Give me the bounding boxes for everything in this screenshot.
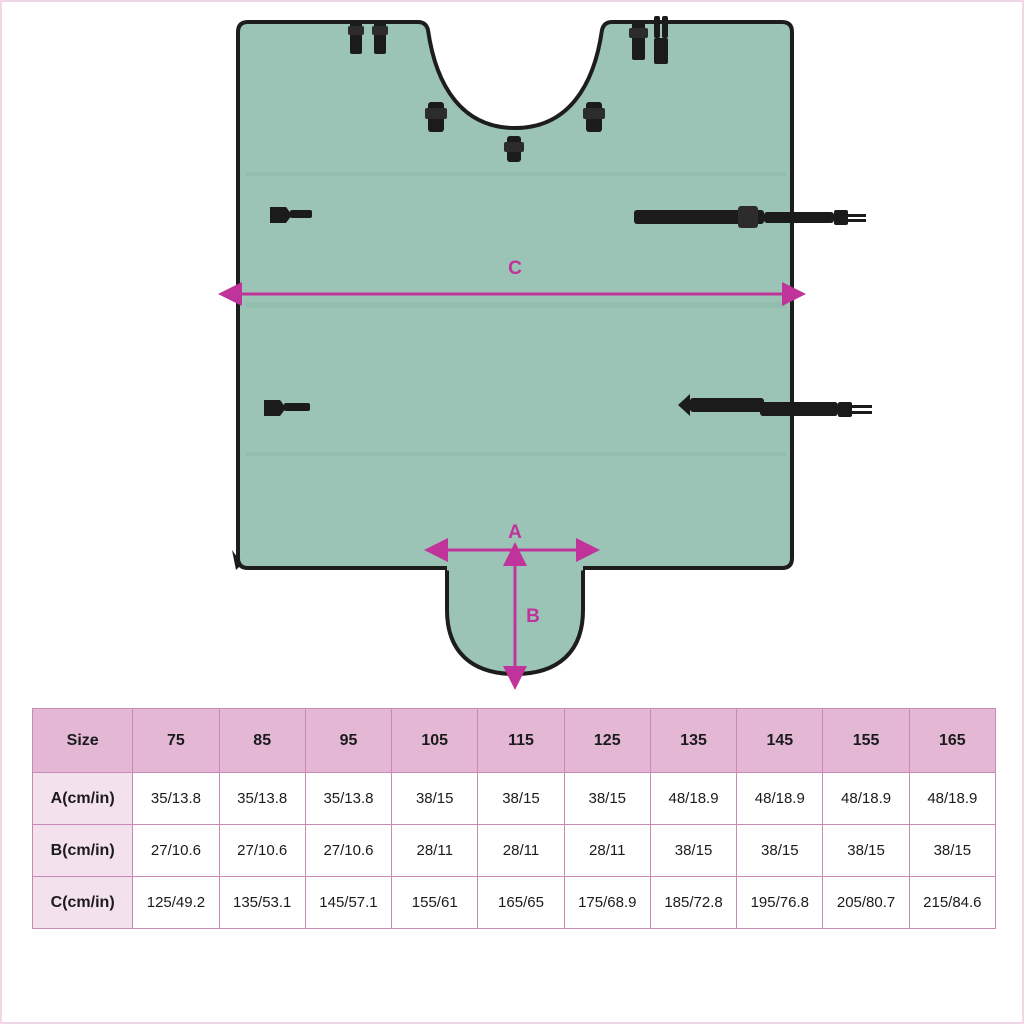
table-cell: 38/15 [478,773,564,825]
dimension-a-label: A [508,522,522,543]
table-cell: 28/11 [564,825,650,877]
table-header-cell: 145 [737,709,823,773]
row-label: B(cm/in) [33,825,133,877]
size-table [32,708,996,929]
table-row [33,877,996,929]
table-cell: 205/80.7 [823,877,909,929]
table-cell: 175/68.9 [564,877,650,929]
table-cell: 185/72.8 [650,877,736,929]
table-header-row [33,709,996,773]
table-cell: 28/11 [392,825,478,877]
table-cell: 48/18.9 [737,773,823,825]
table-cell: 38/15 [823,825,909,877]
table-cell: 135/53.1 [219,877,305,929]
table-cell: 27/10.6 [219,825,305,877]
table-cell: 48/18.9 [823,773,909,825]
table-row [33,773,996,825]
table-cell: 38/15 [909,825,995,877]
table-cell: 28/11 [478,825,564,877]
table-cell: 27/10.6 [133,825,219,877]
table-header-cell: 125 [564,709,650,773]
table-header-cell: 95 [305,709,391,773]
table-cell: 48/18.9 [650,773,736,825]
table-row [33,825,996,877]
table-cell: 35/13.8 [133,773,219,825]
table-header-cell: 75 [133,709,219,773]
row-label: A(cm/in) [33,773,133,825]
table-cell: 165/65 [478,877,564,929]
dimension-c-label: C [508,258,522,279]
table-header-cell: 165 [909,709,995,773]
clip-neckline-center [504,136,524,162]
table-header-cell: 155 [823,709,909,773]
dimension-b-label: B [526,606,540,627]
table-cell: 145/57.1 [305,877,391,929]
table-cell: 195/76.8 [737,877,823,929]
clip-neckline-left [425,102,447,132]
table-cell: 27/10.6 [305,825,391,877]
table-header-cell: 135 [650,709,736,773]
table-cell: 38/15 [392,773,478,825]
table-header-cell: Size [33,709,133,773]
table-cell: 38/15 [737,825,823,877]
table-cell: 155/61 [392,877,478,929]
clip-neckline-right [583,102,605,132]
table-cell: 38/15 [650,825,736,877]
table-header-cell: 85 [219,709,305,773]
table-cell: 125/49.2 [133,877,219,929]
table-cell: 38/15 [564,773,650,825]
table-cell: 215/84.6 [909,877,995,929]
row-label: C(cm/in) [33,877,133,929]
table-cell: 48/18.9 [909,773,995,825]
product-diagram [2,2,1024,692]
table-header-cell: 115 [478,709,564,773]
table-header-cell: 105 [392,709,478,773]
table-cell: 35/13.8 [305,773,391,825]
table-cell: 35/13.8 [219,773,305,825]
